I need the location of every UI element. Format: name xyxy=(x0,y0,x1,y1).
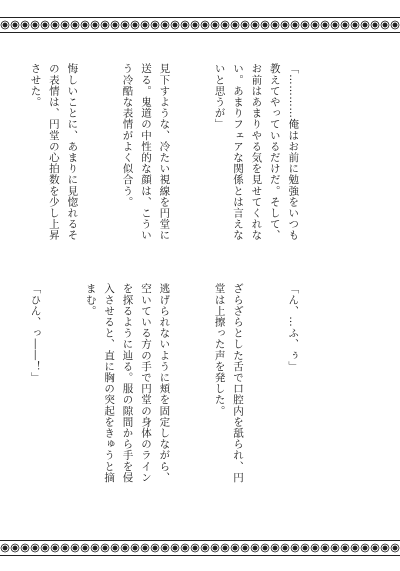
top-lace-border xyxy=(0,14,400,36)
paragraph: 「ひん、っ――！」 xyxy=(29,283,42,383)
paragraph: 「ん、…ふ、ぅ」 xyxy=(287,283,300,372)
paragraph: ざらざらとした舌で口腔内を舐られ、円堂は上擦った声を発した。 xyxy=(213,283,244,483)
paragraph: 悔しいことに、あまりに見惚れるその表情は、円堂の心拍数を少し上昇させた。 xyxy=(29,63,79,241)
upper-text-block xyxy=(29,63,339,241)
bottom-lace-border xyxy=(0,537,400,559)
paragraph: 「…………俺はお前に勉強をいつも教えてやっているだけだ。そして、お前はあまりやる気を見せてくれない。あまりフェアな関係とは言えないと思うが」 xyxy=(213,63,300,241)
lower-text-block xyxy=(29,283,339,491)
paragraph: 逃げられないように頬を固定しながら、空いている方の手で円堂の身体のラインを探るように辿る。服の隙間から手を侵入させると、直に胸の突起をきゅうと摘まむ。 xyxy=(84,283,171,483)
paragraph: 見下すような、冷たい視線を円堂に送る。鬼道の中性的な顔は、こういう冷酷な表情がよく似合う。 xyxy=(121,63,171,241)
